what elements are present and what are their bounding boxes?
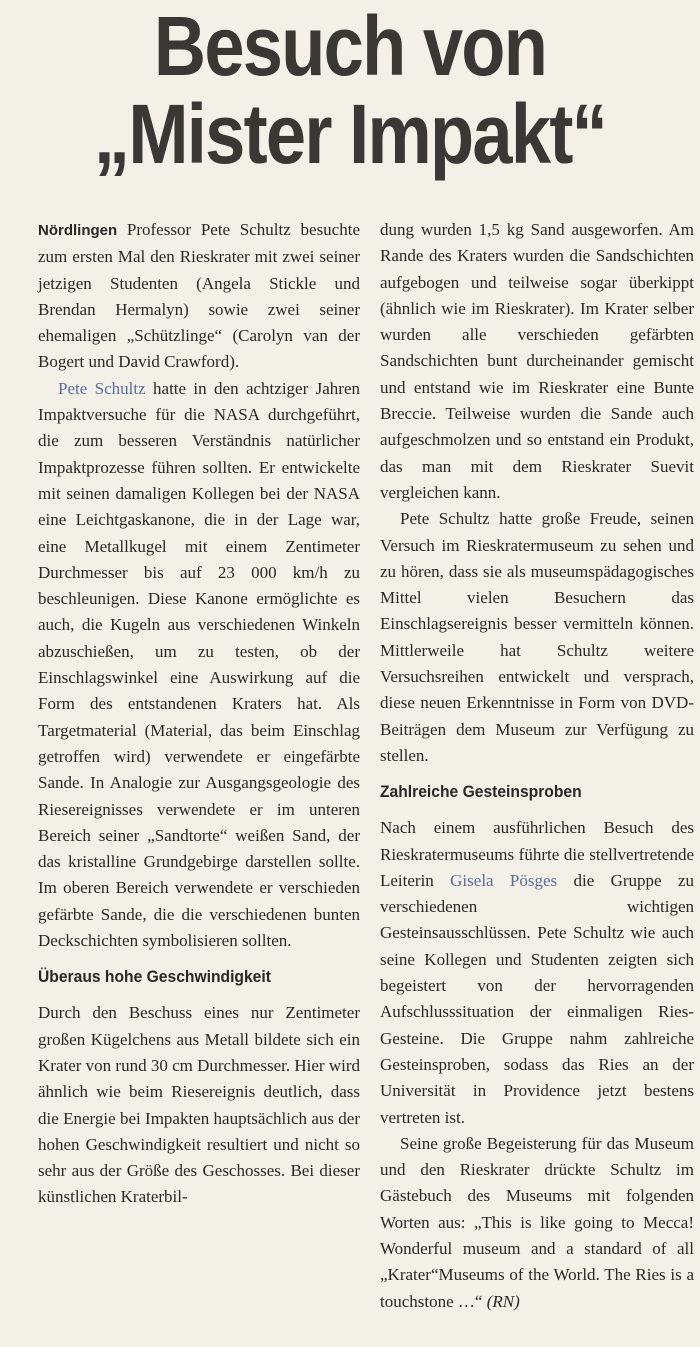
article-headline	[0, 0, 700, 200]
background-text: hatte in den achtziger Jahren Impaktversuche für die NASA durchgeführt, die zum besseren Verständnis natürlicher Impaktprozesse führen sollten. Er entwickelte mit seinen damaligen Kollegen bei der NASA eine Leichtgaskanone, die in der Lage war, eine Metallkugel mit einem Zentimeter Durchmesser bis auf 23 000 km/h zu beschleunigen. Diese Kanone ermöglichte es auch, die Kugeln aus verschiedenen Winkeln abzuschießen, um zu testen, ob der Einschlagswinkel eine Auswirkung auf die Form des entstandenen Kraters hat. Als Targetmaterial (Material, das beim Einschlag getroffen wird) verwendete er eingefärbte Sande. In Analogie zur Ausgangsgeologie des Riesereignisses verwendete er im unteren Bereich seiner „Sandtorte“ weißen Sand, der das kristalline Grundgebirge darstellen sollte. Im oberen Bereich verwendete er verschieden gefärbte Sande, die die verschiedenen bunten Deckschichten symbolisieren sollten.	[38, 378, 360, 951]
paragraph-intro	[38, 217, 360, 376]
paragraph-background	[38, 376, 360, 955]
article-column-left	[38, 217, 360, 1211]
paragraph-impact-continued: dung wurden 1,5 kg Sand ausgeworfen. Am Rande des Kraters wurden die Sandschichten aufgebogen und teilweise sogar überkippt (ähnlich wie im Rieskrater). Im Krater selber wurden alle verschieden gefärbten Sandschichten bunt durcheinander gemischt und entstand wie im Rieskrater eine Bunte Breccie. Teilweise wurden die Sande auch aufgeschmolzen und so entstand ein Produkt, das man mit dem Rieskrater Suevit vergleichen kann.	[380, 220, 694, 502]
subheading-speed: Überaus hohe Geschwindigkeit	[38, 967, 271, 987]
headline-line-1: Besuch von	[153, 0, 547, 93]
headline-line-2: „Mister Impakt“	[93, 87, 607, 181]
subheading-samples: Zahlreiche Gesteinsproben	[380, 782, 582, 802]
guestbook-text: Seine große Begeisterung für das Museum und den Rieskrater drückte Schultz im Gästebuch des Museums mit folgenden Worten aus: „This is like going to Mecca! Wonderful museum and a standard of all „Krater“Museums of the World. The Ries is a touchstone …“	[380, 1133, 694, 1311]
dateline: Nördlingen	[38, 222, 118, 239]
paragraph-museum: Pete Schultz hatte große Freude, seinen Versuch im Rieskratermuseum zu sehen und zu hören, dass sie als museumspädagogisches Mittel vielen Besuchern das Einschlagsereignis besser vermitteln können. Mittlerweile hat Schultz weitere Versuchsreihen entwickelt und versprach, diese neuen Erkenntnisse in Form von DVD-Beiträgen dem Museum zur Verfügung zu stellen.	[380, 509, 694, 765]
highlighted-name: Pete Schultz	[58, 378, 146, 398]
intro-text: Professor Pete Schultz besuchte zum ersten Mal den Rieskrater mit zwei seiner jetzigen Studenten (Angela Stickle und Brendan Hermalyn) sowie zwei seiner ehemaligen „Schützlinge“ (Carolyn van der Bogert und David Crawford).	[38, 220, 360, 372]
article-column-right	[380, 217, 694, 1315]
samples-text-a: Nach einem ausführlichen Besuch des Rieskratermuseums führte die stellvertretende Leiterin	[380, 818, 694, 890]
samples-text-b: die Gruppe zu verschiedenen wichtigen Gesteinsausschlüssen. Pete Schultz wie auch seine Kollegen und Studenten zeigten sich begeistert von der hervorragenden Aufschlusssituation der einmaligen Ries-Gesteine. Die Gruppe nahm zahlreiche Gesteinsproben, sodass das Ries an der Universität in Providence jetzt bestens vertreten ist.	[380, 870, 694, 1127]
paragraph-guestbook	[380, 1131, 694, 1315]
paragraph-impact: Durch den Beschuss eines nur Zentimeter großen Kügelchens aus Metall bildete sich ein Krater von rund 30 cm Durchmesser. Hier wird ähnlich wie beim Riesereignis deutlich, dass die Energie bei Impakten hauptsächlich aus der hohen Geschwindigkeit resultiert und nicht so sehr aus der Größe des Geschosses. Bei dieser künstlichen Kraterbil-	[38, 1003, 360, 1207]
paragraph-samples	[380, 815, 694, 1131]
highlighted-name-2: Gisela Pösges	[450, 870, 558, 890]
author-initials: (RN)	[486, 1291, 520, 1311]
